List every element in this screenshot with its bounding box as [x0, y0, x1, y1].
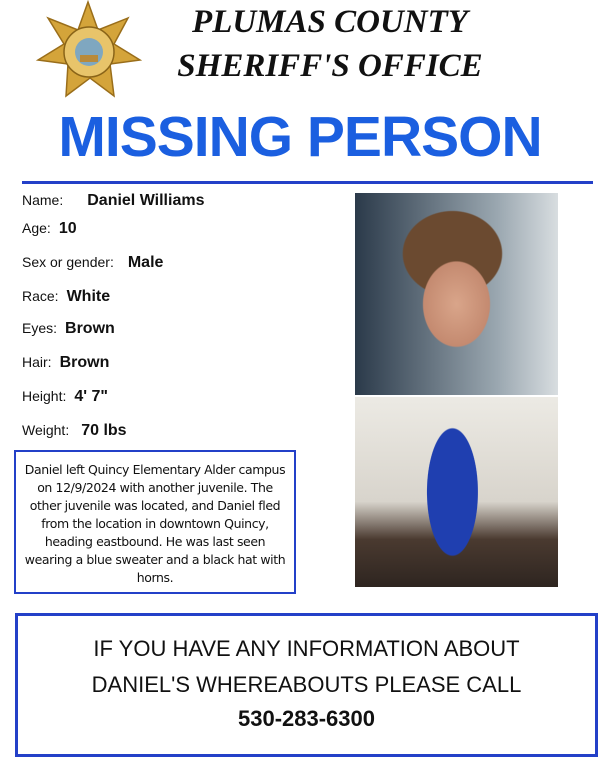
phone-number: 530-283-6300 [237, 706, 375, 731]
contact-box [15, 613, 598, 757]
field-label: Eyes: [22, 320, 58, 336]
field-name [22, 192, 204, 210]
field-value: 10 [58, 220, 77, 237]
field-race [22, 288, 110, 306]
field-label: Sex or gender: [22, 254, 114, 270]
field-value: 4' 7" [74, 388, 108, 405]
field-value: Brown [59, 354, 110, 371]
agency-title-line1: PLUMAS COUNTY [192, 4, 468, 40]
field-hair [22, 354, 109, 372]
field-label: Height: [22, 388, 67, 404]
photo-full-body [355, 397, 558, 587]
field-value: Male [127, 254, 164, 271]
field-sex [22, 254, 163, 272]
photo-portrait [355, 193, 558, 395]
headline: MISSING PERSON [58, 105, 542, 169]
field-label: Weight: [22, 422, 70, 438]
field-label: Race: [22, 288, 59, 304]
field-value: White [66, 288, 111, 305]
field-value: Daniel Williams [87, 192, 205, 209]
field-height [22, 388, 108, 406]
sheriff-badge-logo [34, 0, 142, 104]
field-age [22, 220, 77, 238]
field-value: 70 lbs [81, 422, 127, 439]
field-label: Hair: [22, 354, 52, 370]
field-value: Brown [65, 320, 115, 337]
agency-title-line2: SHERIFF'S OFFICE [177, 48, 483, 84]
field-eyes [22, 320, 115, 338]
contact-line2: DANIEL'S WHEREABOUTS PLEASE CALL [91, 672, 522, 697]
field-label: Name: [22, 192, 64, 208]
field-label: Age: [22, 220, 51, 236]
divider [22, 181, 593, 184]
description-box: Daniel left Quincy Elementary Alder campus on 12/9/2024 with another juvenile. The other juvenile was located, and Daniel fled from the location in downtown Quincy, heading eastbound. He was last seen wearing a blue sweater and a black hat with horns. [14, 450, 296, 594]
field-weight [22, 422, 127, 440]
contact-line1: IF YOU HAVE ANY INFORMATION ABOUT [93, 636, 520, 661]
